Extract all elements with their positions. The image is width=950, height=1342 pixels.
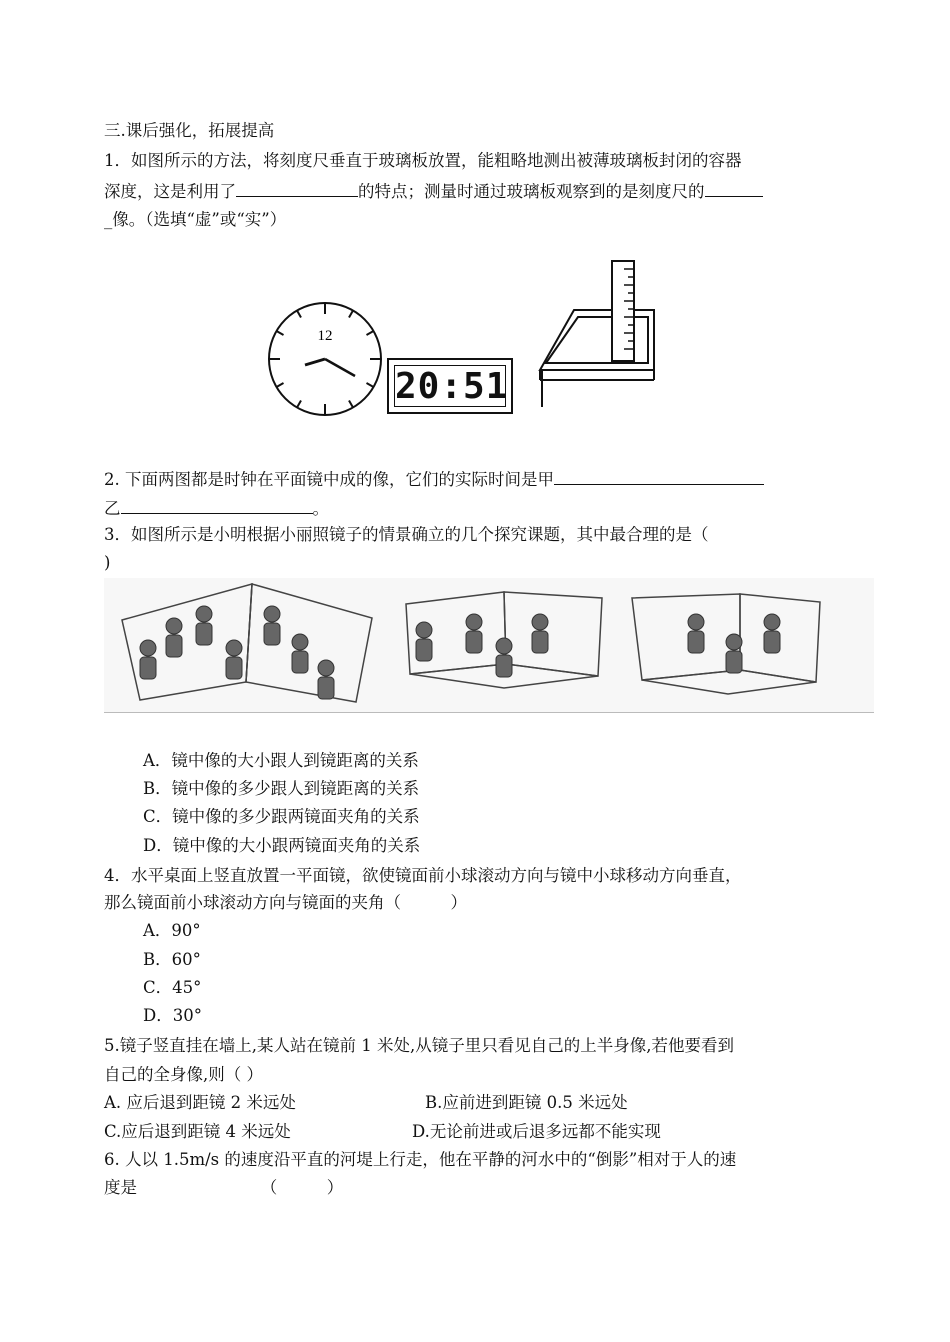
clock-long-hand — [325, 359, 355, 376]
q4-option-c[interactable]: C．45° — [143, 978, 202, 997]
q4-option-b[interactable]: B．60° — [143, 950, 201, 969]
q6-line1: 6. 人以 1.5m/s 的速度沿平直的河堤上行走，他在平静的河水中的“倒影”相对于人的速 — [104, 1150, 737, 1169]
analog-clock-figure — [265, 300, 385, 418]
q4-option-a[interactable]: A．90° — [143, 921, 201, 940]
q4-line2: 那么镜面前小球滚动方向与镜面的夹角（ ） — [104, 893, 467, 912]
q3-option-c[interactable]: C．镜中像的多少跟两镜面夹角的关系 — [143, 807, 420, 826]
digital-clock-screen — [394, 365, 509, 407]
q2-label-yi: 乙 — [104, 499, 121, 518]
q3-option-b[interactable]: B．镜中像的多少跟人到镜距离的关系 — [143, 779, 420, 798]
q1-line1: 1．如图所示的方法，将刻度尺垂直于玻璃板放置，能粗略地测出被薄玻璃板封闭的容器 — [104, 151, 742, 170]
clock-short-hand — [305, 359, 325, 365]
figure-group-3 — [688, 614, 780, 673]
q1-line2 — [104, 180, 763, 203]
digital-clock-time: 20:51 — [395, 366, 509, 407]
q5-option-d[interactable]: D.无论前进或后退多远都不能实现 — [412, 1122, 661, 1141]
q5-option-b[interactable]: B.应前进到距镜 0.5 米远处 — [425, 1093, 628, 1112]
container-ruler-figure — [522, 255, 662, 415]
q1-line3: _像。（选填“虚”或“实”） — [104, 210, 287, 229]
figure-group-1 — [140, 606, 334, 699]
digital-clock — [387, 358, 513, 414]
q5-option-a[interactable]: A. 应后退到距镜 2 米远处 — [104, 1093, 296, 1112]
q1-text-b: 的特点；测量时通过玻璃板观察到的是刻度尺的 — [358, 182, 705, 201]
q3-option-d[interactable]: D．镜中像的大小跟两镜面夹角的关系 — [143, 836, 421, 855]
section-title: 三.课后强化，拓展提高 — [104, 121, 275, 140]
ruler — [612, 261, 634, 361]
q1-text-a: 深度，这是利用了 — [104, 182, 236, 201]
q1-blank-1[interactable] — [236, 180, 358, 197]
q4-line1: 4．水平桌面上竖直放置一平面镜，欲使镜面前小球滚动方向与镜中小球移动方向垂直， — [104, 866, 742, 885]
q2-line2 — [104, 497, 329, 520]
mirror-scenes-drawing — [104, 578, 874, 712]
q2-blank-jia[interactable] — [554, 468, 764, 485]
q3-option-a[interactable]: A．镜中像的大小跟人到镜距离的关系 — [143, 751, 419, 770]
clock-number-12: 12 — [317, 328, 333, 344]
q5-line2: 自己的全身像,则（ ） — [104, 1065, 263, 1084]
q3-line2: ) — [104, 553, 111, 572]
container-top — [540, 310, 654, 370]
q5-option-c[interactable]: C.应后退到距镜 4 米远处 — [104, 1122, 291, 1141]
q2-line1 — [104, 468, 764, 491]
q2-text: 2. 下面两图都是时钟在平面镜中成的像，它们的实际时间是甲 — [104, 470, 554, 489]
q1-blank-2[interactable] — [705, 180, 763, 197]
q5-line1: 5.镜子竖直挂在墙上,某人站在镜前 1 米处,从镜子里只看见自己的上半身像,若他要看到 — [104, 1036, 734, 1055]
q2-period: 。 — [312, 499, 329, 518]
mirror-scenes-figure — [104, 578, 874, 713]
q6-line2: 度是 （ ） — [104, 1178, 344, 1197]
q2-blank-yi[interactable] — [121, 497, 313, 514]
q4-option-d[interactable]: D．30° — [143, 1006, 202, 1025]
q3-line1: 3．如图所示是小明根据小丽照镜子的情景确立的几个探究课题，其中最合理的是（ — [104, 525, 709, 544]
